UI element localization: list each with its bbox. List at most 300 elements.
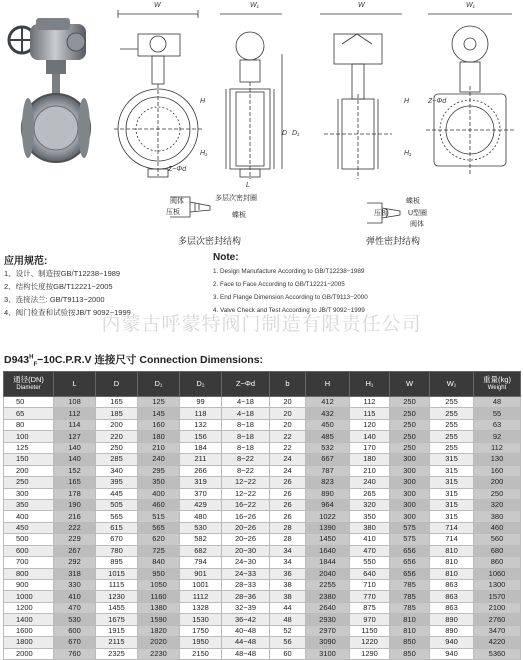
table-cell: 770 — [350, 591, 390, 602]
table-cell: 515 — [138, 511, 180, 522]
table-title-model-sub: F — [33, 362, 38, 369]
table-cell: 890 — [306, 488, 350, 499]
table-cell: 8−22 — [222, 454, 270, 465]
table-cell: 950 — [138, 568, 180, 579]
note-en-1: 1. Design Manufacture According to GB/T12238−1989 — [213, 268, 365, 275]
valve-drawings — [0, 0, 523, 250]
table-cell: 2100 — [474, 602, 521, 613]
table-cell: 28−36 — [222, 591, 270, 602]
table-cell: 4−18 — [222, 408, 270, 419]
table-cell: 52 — [270, 625, 306, 636]
table-title-en: Connection Dimensions: — [139, 354, 264, 366]
table-cell: 2020 — [138, 637, 180, 648]
table-cell: 810 — [430, 568, 474, 579]
table-cell: 300 — [390, 465, 430, 476]
table-cell: 250 — [390, 431, 430, 442]
table-cell: 480 — [180, 511, 222, 522]
table-cell: 530 — [54, 614, 96, 625]
column-header — [4, 372, 54, 397]
table-cell: 250 — [390, 397, 430, 408]
table-cell: 565 — [138, 522, 180, 533]
table-cell: 4−18 — [222, 397, 270, 408]
table-cell: 222 — [54, 522, 96, 533]
table-cell: 8−18 — [222, 442, 270, 453]
table-cell: 200 — [4, 465, 54, 476]
table-cell: 2040 — [306, 568, 350, 579]
table-cell: 863 — [430, 580, 474, 591]
table-cell: 255 — [430, 419, 474, 430]
dim-w1-left: W₁ — [250, 2, 259, 9]
table-cell: 901 — [180, 568, 222, 579]
table-cell: 1800 — [4, 637, 54, 648]
table-cell: 300 — [4, 488, 54, 499]
table-cell: 92 — [474, 431, 521, 442]
table-cell: 780 — [96, 545, 138, 556]
column-header-label: Z−Φd — [235, 379, 256, 388]
table-cell: 582 — [180, 534, 222, 545]
table-cell: 1600 — [4, 625, 54, 636]
table-row — [4, 442, 521, 453]
table-cell: 600 — [54, 625, 96, 636]
table-cell: 785 — [390, 602, 430, 613]
front-view-drawing — [110, 4, 208, 189]
valve-photo — [6, 6, 96, 176]
table-cell: 1115 — [96, 580, 138, 591]
table-cell: 1300 — [474, 580, 521, 591]
table-row — [4, 614, 521, 625]
column-header-label: W — [405, 379, 414, 388]
table-cell: 330 — [54, 580, 96, 591]
table-cell: 114 — [54, 419, 96, 430]
table-cell: 1390 — [306, 522, 350, 533]
table-cell: 34 — [270, 557, 306, 568]
table-row — [4, 591, 521, 602]
column-header-label: 通径(DN) — [13, 375, 44, 384]
table-cell: 48 — [474, 397, 521, 408]
table-cell: 350 — [350, 511, 390, 522]
table-cell: 320 — [474, 499, 521, 510]
table-cell: 860 — [474, 557, 521, 568]
column-header-label: D₂ — [196, 379, 205, 388]
table-row — [4, 580, 521, 591]
note-cn-3: 3、连接法兰: GB/T9113−2000 — [4, 295, 105, 304]
table-cell: 840 — [138, 557, 180, 568]
dim-h1-left: H₁ — [200, 150, 208, 157]
table-title-model-prefix: D943 — [4, 354, 30, 366]
table-cell: 800 — [4, 568, 54, 579]
table-cell: 1400 — [4, 614, 54, 625]
table-cell: 600 — [4, 545, 54, 556]
table-row — [4, 648, 521, 659]
table-cell: 350 — [4, 499, 54, 510]
table-cell: 152 — [54, 465, 96, 476]
table-cell: 319 — [180, 477, 222, 488]
table-cell: 1915 — [96, 625, 138, 636]
column-header-label: W₁ — [446, 379, 457, 388]
table-cell: 125 — [4, 442, 54, 453]
table-cell: 615 — [96, 522, 138, 533]
table-cell: 412 — [306, 397, 350, 408]
table-cell: 240 — [350, 477, 390, 488]
table-cell: 20−26 — [222, 522, 270, 533]
table-cell: 2325 — [96, 648, 138, 659]
column-header — [306, 372, 350, 397]
table-cell: 26 — [270, 477, 306, 488]
table-cell: 315 — [430, 465, 474, 476]
table-cell: 285 — [96, 454, 138, 465]
table-cell: 4220 — [474, 637, 521, 648]
dim-h1-right: H₁ — [404, 150, 412, 157]
dim-l: L — [246, 182, 250, 189]
table-row — [4, 499, 521, 510]
table-row — [4, 408, 521, 419]
note-cn-4: 4、阀门检查和试验按JB/T 9092−1999 — [4, 308, 131, 317]
table-cell: 2970 — [306, 625, 350, 636]
table-row — [4, 511, 521, 522]
column-header — [430, 372, 474, 397]
table-cell: 318 — [54, 568, 96, 579]
table-cell: 48−48 — [222, 648, 270, 659]
table-cell: 863 — [430, 602, 474, 613]
table-cell: 1060 — [474, 568, 521, 579]
table-cell: 300 — [390, 499, 430, 510]
table-cell: 118 — [180, 408, 222, 419]
table-cell: 1112 — [180, 591, 222, 602]
table-cell: 810 — [390, 625, 430, 636]
table-cell: 315 — [430, 488, 474, 499]
table-cell: 823 — [306, 477, 350, 488]
table-cell: 380 — [474, 511, 521, 522]
dim-h-right: H — [404, 98, 410, 105]
table-cell: 1022 — [306, 511, 350, 522]
table-cell: 725 — [138, 545, 180, 556]
table-cell: 265 — [350, 488, 390, 499]
table-cell: 315 — [430, 454, 474, 465]
table-cell: 863 — [430, 591, 474, 602]
table-cell: 530 — [180, 522, 222, 533]
table-cell: 300 — [390, 511, 430, 522]
table-cell: 250 — [390, 408, 430, 419]
table-cell: 26 — [270, 488, 306, 499]
label-pressure-plate-left: 压板 — [166, 209, 180, 216]
table-cell: 450 — [4, 522, 54, 533]
table-cell: 8−18 — [222, 419, 270, 430]
table-cell: 2640 — [306, 602, 350, 613]
table-cell: 130 — [474, 454, 521, 465]
table-cell: 2760 — [474, 614, 521, 625]
table-cell: 1050 — [138, 580, 180, 591]
table-cell: 2230 — [138, 648, 180, 659]
table-cell: 400 — [138, 488, 180, 499]
table-cell: 125 — [138, 397, 180, 408]
table-cell: 3470 — [474, 625, 521, 636]
table-cell: 229 — [54, 534, 96, 545]
table-cell: 1220 — [350, 637, 390, 648]
table-cell: 785 — [390, 591, 430, 602]
table-cell: 266 — [180, 465, 222, 476]
table-cell: 292 — [54, 557, 96, 568]
table-cell: 28−33 — [222, 580, 270, 591]
table-cell: 100 — [4, 431, 54, 442]
table-header-row — [4, 372, 521, 397]
table-cell: 1000 — [4, 591, 54, 602]
table-cell: 300 — [390, 488, 430, 499]
table-cell: 210 — [350, 465, 390, 476]
table-cell: 16−22 — [222, 499, 270, 510]
table-cell: 315 — [430, 511, 474, 522]
table-cell: 500 — [4, 534, 54, 545]
table-cell: 28 — [270, 522, 306, 533]
note-cn-2: 2、结构长度按GB/T12221−2005 — [4, 282, 113, 291]
table-cell: 875 — [350, 602, 390, 613]
table-cell: 60 — [270, 648, 306, 659]
table-cell: 460 — [138, 499, 180, 510]
note-en-3: 3. End Flange Dimension According to GB/T9113−2000 — [213, 294, 368, 301]
table-cell: 656 — [390, 568, 430, 579]
table-cell: 429 — [180, 499, 222, 510]
table-cell: 120 — [350, 419, 390, 430]
table-cell: 1590 — [138, 614, 180, 625]
table-cell: 370 — [180, 488, 222, 499]
table-cell: 1001 — [180, 580, 222, 591]
column-header — [350, 372, 390, 397]
column-header — [270, 372, 306, 397]
table-cell: 65 — [4, 408, 54, 419]
table-cell: 2930 — [306, 614, 350, 625]
table-cell: 160 — [474, 465, 521, 476]
column-header — [180, 372, 222, 397]
label-u-ring: U型圈 — [408, 210, 428, 217]
table-cell: 760 — [54, 648, 96, 659]
table-cell: 395 — [96, 477, 138, 488]
table-cell: 190 — [54, 499, 96, 510]
table-cell: 810 — [430, 557, 474, 568]
table-cell: 340 — [96, 465, 138, 476]
table-cell: 156 — [180, 431, 222, 442]
table-cell: 36 — [270, 568, 306, 579]
table-row — [4, 534, 521, 545]
column-header — [390, 372, 430, 397]
table-title-model-sup: H — [29, 354, 34, 361]
table-cell: 132 — [180, 419, 222, 430]
table-cell: 1290 — [350, 648, 390, 659]
table-cell: 575 — [390, 534, 430, 545]
table-cell: 178 — [54, 488, 96, 499]
table-cell: 787 — [306, 465, 350, 476]
table-row — [4, 397, 521, 408]
table-cell: 150 — [4, 454, 54, 465]
table-cell: 785 — [390, 580, 430, 591]
table-cell: 505 — [96, 499, 138, 510]
caption-multilayer-seal: 多层次密封结构 — [178, 236, 242, 246]
table-cell: 185 — [96, 408, 138, 419]
table-cell: 56 — [270, 637, 306, 648]
table-cell: 170 — [350, 442, 390, 453]
table-cell: 112 — [474, 442, 521, 453]
table-cell: 160 — [138, 419, 180, 430]
table-cell: 710 — [350, 580, 390, 591]
table-cell: 1230 — [96, 591, 138, 602]
label-disc-right: 蝶板 — [406, 198, 420, 205]
table-cell: 115 — [350, 408, 390, 419]
table-cell: 99 — [180, 397, 222, 408]
table-cell: 656 — [390, 557, 430, 568]
table-cell: 44−48 — [222, 637, 270, 648]
table-cell: 2115 — [96, 637, 138, 648]
table-cell: 667 — [306, 454, 350, 465]
table-cell: 240 — [138, 454, 180, 465]
table-cell: 16−26 — [222, 511, 270, 522]
column-header-label: D — [113, 379, 120, 388]
dim-w1-right: W₁ — [466, 2, 475, 9]
table-cell: 315 — [430, 499, 474, 510]
column-header-label: D₁ — [154, 379, 163, 388]
dim-d1: D₁ — [292, 130, 300, 137]
table-cell: 26 — [270, 511, 306, 522]
column-header-label: 重量(kg) — [483, 375, 511, 384]
table-cell: 24 — [270, 465, 306, 476]
dim-w-left: W — [154, 2, 161, 9]
table-row — [4, 545, 521, 556]
table-cell: 1570 — [474, 591, 521, 602]
dim-d: D — [282, 130, 288, 137]
notes-title-en: Note: — [213, 252, 239, 263]
table-row — [4, 465, 521, 476]
table-cell: 165 — [96, 397, 138, 408]
table-cell: 315 — [430, 477, 474, 488]
table-cell: 180 — [138, 431, 180, 442]
table-cell: 55 — [474, 408, 521, 419]
table-row — [4, 454, 521, 465]
table-cell: 810 — [390, 614, 430, 625]
table-cell: 575 — [390, 522, 430, 533]
table-cell: 32−39 — [222, 602, 270, 613]
dim-z-phi-d-left: Z−Φd — [168, 166, 187, 173]
table-cell: 250 — [390, 442, 430, 453]
table-cell: 2255 — [306, 580, 350, 591]
table-cell: 165 — [54, 477, 96, 488]
table-cell: 250 — [4, 477, 54, 488]
table-cell: 700 — [4, 557, 54, 568]
table-cell: 410 — [350, 534, 390, 545]
column-header — [222, 372, 270, 397]
label-disc-left: 蝶板 — [232, 212, 246, 219]
table-cell: 850 — [390, 648, 430, 659]
table-cell: 680 — [474, 545, 521, 556]
table-cell: 255 — [430, 397, 474, 408]
table-cell: 140 — [54, 454, 96, 465]
table-cell: 20 — [270, 397, 306, 408]
table-cell: 900 — [4, 580, 54, 591]
table-cell: 445 — [96, 488, 138, 499]
table-cell: 250 — [474, 488, 521, 499]
table-cell: 36−42 — [222, 614, 270, 625]
table-cell: 450 — [306, 419, 350, 430]
table-cell: 890 — [430, 625, 474, 636]
table-cell: 250 — [96, 442, 138, 453]
dim-h-left: H — [200, 98, 206, 105]
table-row — [4, 557, 521, 568]
table-cell: 1015 — [96, 568, 138, 579]
table-cell: 970 — [350, 614, 390, 625]
table-cell: 940 — [430, 637, 474, 648]
table-cell: 255 — [430, 408, 474, 419]
table-cell: 1450 — [306, 534, 350, 545]
table-cell: 200 — [96, 419, 138, 430]
table-cell: 1150 — [350, 625, 390, 636]
table-cell: 1750 — [180, 625, 222, 636]
table-cell: 38 — [270, 580, 306, 591]
table-cell: 8−22 — [222, 465, 270, 476]
column-header — [96, 372, 138, 397]
table-cell: 3090 — [306, 637, 350, 648]
table-cell: 682 — [180, 545, 222, 556]
note-en-4: 4. Valve Check and Test According to JB/T 9092−1999 — [213, 307, 365, 314]
table-cell: 8−18 — [222, 431, 270, 442]
table-cell: 34 — [270, 545, 306, 556]
table-cell: 1455 — [96, 602, 138, 613]
table-cell: 12−22 — [222, 488, 270, 499]
table-cell: 28 — [270, 534, 306, 545]
table-cell: 794 — [180, 557, 222, 568]
front-view-drawing-2 — [312, 4, 412, 189]
table-cell: 620 — [138, 534, 180, 545]
table-cell: 410 — [54, 591, 96, 602]
column-header-sublabel: Weight — [487, 385, 507, 391]
table-cell: 940 — [430, 648, 474, 659]
column-header — [474, 372, 521, 397]
table-cell: 255 — [430, 442, 474, 453]
table-cell: 80 — [4, 419, 54, 430]
table-cell: 267 — [54, 545, 96, 556]
table-cell: 470 — [350, 545, 390, 556]
table-cell: 565 — [96, 511, 138, 522]
table-cell: 532 — [306, 442, 350, 453]
table-cell: 1328 — [180, 602, 222, 613]
table-cell: 1675 — [96, 614, 138, 625]
table-cell: 255 — [430, 431, 474, 442]
table-cell: 2380 — [306, 591, 350, 602]
label-body-right: 阀体 — [410, 221, 424, 228]
table-cell: 22 — [270, 431, 306, 442]
table-cell: 20−30 — [222, 545, 270, 556]
table-cell: 140 — [350, 431, 390, 442]
table-cell: 380 — [350, 522, 390, 533]
table-cell: 22 — [270, 442, 306, 453]
table-cell: 964 — [306, 499, 350, 510]
table-cell: 295 — [138, 465, 180, 476]
table-cell: 38 — [270, 591, 306, 602]
table-cell: 714 — [430, 522, 474, 533]
label-body-left: 阀体 — [170, 198, 184, 205]
table-cell: 12−22 — [222, 477, 270, 488]
table-cell: 112 — [54, 408, 96, 419]
table-cell: 184 — [180, 442, 222, 453]
label-pressure-plate-right: 压板 — [374, 210, 388, 217]
dim-z-phi-d-right: Z−Φd — [428, 98, 447, 105]
table-cell: 40−48 — [222, 625, 270, 636]
table-row — [4, 488, 521, 499]
table-cell: 20−26 — [222, 534, 270, 545]
table-cell: 140 — [54, 442, 96, 453]
table-cell: 850 — [390, 637, 430, 648]
table-row — [4, 419, 521, 430]
table-cell: 20 — [270, 419, 306, 430]
table-cell: 112 — [350, 397, 390, 408]
table-cell: 26 — [270, 499, 306, 510]
table-cell: 560 — [474, 534, 521, 545]
table-row — [4, 431, 521, 442]
